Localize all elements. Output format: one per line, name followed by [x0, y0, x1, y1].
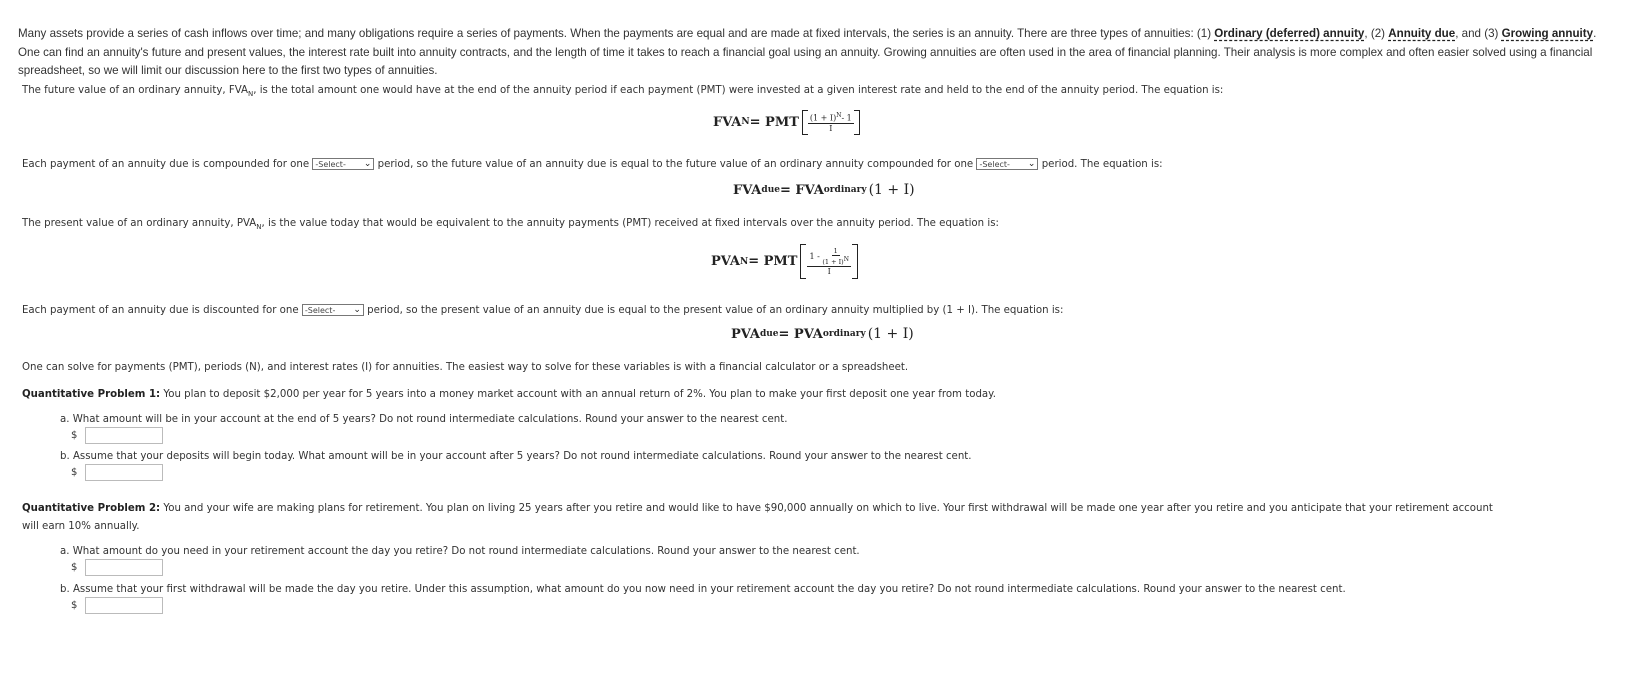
- problem2-question-b: b. Assume that your first withdrawal will be made the day you retire. Under this assumption, what amount do you now need in your retirement account the day you retire? Do not round intermediate calculations. Round your answer to the nearest cent.: [60, 584, 1346, 595]
- chevron-down-icon: ⌄: [353, 305, 361, 315]
- fvadue-select-1[interactable]: -Select- ⌄: [312, 158, 374, 170]
- pva-formula: PVA N = PMT 1 - $\frac{1}{(1 + I)^N}$ I: [711, 244, 858, 279]
- problem1-question-a: a. What amount will be in your account at the end of 5 years? Do not round intermediate calculations. Round your answer to the nearest cent.: [60, 414, 788, 425]
- problem2-question-a: a. What amount do you need in your retirement account the day you retire? Do not round intermediate calculations. Round your answer to the nearest cent.: [60, 546, 860, 557]
- problem1-answer-a: $: [71, 427, 163, 444]
- chevron-down-icon: ⌄: [363, 159, 372, 169]
- problem2-statement: Quantitative Problem 2: You and your wife are making plans for retirement. You plan on living 25 years after you retire and would like to have $90,000 annually on which to live. Your first withdrawal will be made one year after you retire and you anticipate that your retirement account: [22, 503, 1493, 514]
- problem2-a-input[interactable]: [85, 559, 163, 576]
- solve-text: One can solve for payments (PMT), periods (N), and interest rates (I) for annuities. The easiest way to solve for these variables is with a financial calculator or a spreadsheet.: [22, 362, 909, 373]
- fva-description: The future value of an ordinary annuity, $FVA_N$, is the total amount one would have at the end of the annuity period if each payment (PMT) were invested at a given interest rate and held to the end of the annuity period. The equation is:: [22, 85, 1224, 99]
- pvadue-description: Each payment of an annuity due is discounted for one -Select- ⌄ period, so the present value of an annuity due is equal to the present value of an ordinary annuity multiplied by (1 + I). The equation is:: [22, 305, 1064, 316]
- problem1-statement: Quantitative Problem 1: You plan to deposit $2,000 per year for 5 years into a money market account with an annual return of 2%. You plan to make your first deposit one year from today.: [22, 389, 996, 400]
- term-annuity-due[interactable]: Annuity due: [1388, 27, 1456, 40]
- chevron-down-icon: ⌄: [1027, 159, 1036, 169]
- fva-formula: FVA N = PMT $\frac{(1 + I)^N- 1}{I}$: [713, 110, 860, 135]
- pvadue-formula: PVA due = PVA ordinary (1 + I): [731, 326, 914, 342]
- problem1-a-input[interactable]: [85, 427, 163, 444]
- term-growing-annuity[interactable]: Growing annuity: [1501, 27, 1594, 40]
- pva-description: The present value of an ordinary annuity, $PVA_N$, is the value today that would be equivalent to the annuity payments (PMT) received at fixed intervals over the annuity period. The equation is:: [22, 218, 999, 232]
- fvadue-select-2[interactable]: -Select- ⌄: [976, 158, 1038, 170]
- problem2-statement-cont: will earn 10% annually.: [22, 521, 140, 532]
- problem2-answer-b: $: [71, 597, 163, 614]
- fvadue-description: Each payment of an annuity due is compounded for one -Select- ⌄ period, so the future value of an annuity due is equal to the future value of an ordinary annuity compounded for one -Select- ⌄ period. The equation is:: [22, 159, 1163, 170]
- problem2-answer-a: $: [71, 559, 163, 576]
- intro-paragraph: Many assets provide a series of cash inflows over time; and many obligations require a series of payments. When the payments are equal and are made at fixed intervals, the series is an annuity. There are three types of annuities: (1) Ordinary (deferred) annuity, (2) Annuity due, and (3) Growing annuity. One can find an annuity's future and present values, the interest rate built into annuity contracts, and the length of time it takes to reach a financial goal using an annuity. Growing annuities are often used in the area of financial planning. Their analysis is more complex and often easier solved using a financial spreadsheet, so we will limit our discussion here to the first two types of annuities.: [18, 27, 1597, 77]
- problem1-answer-b: $: [71, 464, 163, 481]
- bracket: $\frac{(1 + I)^N- 1}{I}$: [802, 110, 860, 135]
- fvadue-formula: FVA due = FVA ordinary (1 + I): [733, 182, 915, 198]
- problem2-b-input[interactable]: [85, 597, 163, 614]
- pvadue-select[interactable]: -Select- ⌄: [302, 304, 364, 316]
- problem1-question-b: b. Assume that your deposits will begin today. What amount will be in your account after 5 years? Do not round intermediate calculations. Round your answer to the nearest cent.: [60, 451, 972, 462]
- term-ordinary-annuity[interactable]: Ordinary (deferred) annuity: [1214, 27, 1365, 40]
- problem1-b-input[interactable]: [85, 464, 163, 481]
- bracket: 1 - $\frac{1}{(1 + I)^N}$ I: [800, 244, 858, 279]
